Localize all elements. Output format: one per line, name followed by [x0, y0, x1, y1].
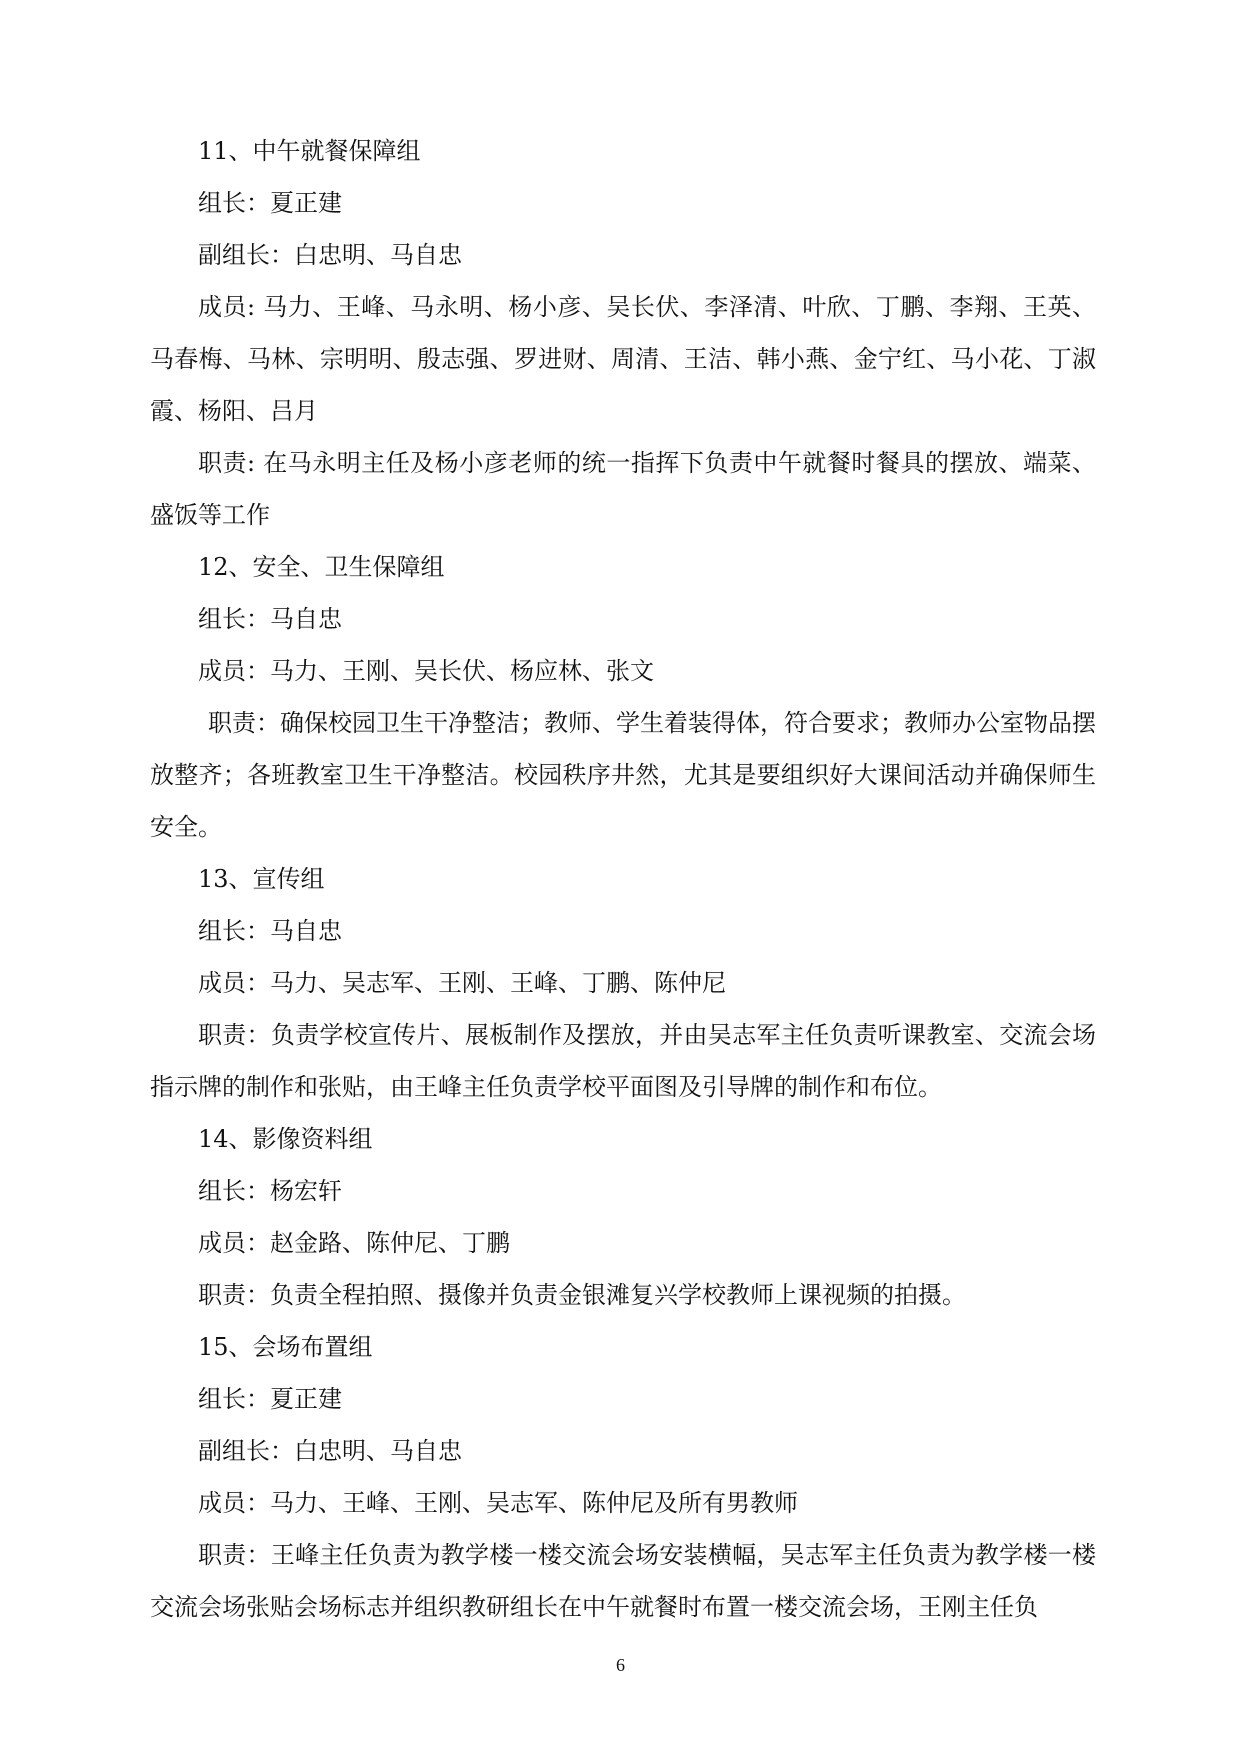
section-heading-14: 14、影像资料组 [198, 1125, 373, 1153]
group-leader: 组长：夏正建 [198, 189, 342, 217]
duties: 职责：负责全程拍照、摄像并负责金银滩复兴学校教师上课视频的拍摄。 [198, 1281, 966, 1309]
page-number: 6 [616, 1655, 625, 1675]
duties: 职责：王峰主任负责为教学楼一楼交流会场安装横幅，吴志军主任负责为教学楼一楼交流会场张贴会场标志并组织教研组长在中午就餐时布置一楼交流会场，王刚主任负 [150, 1541, 1096, 1621]
members: 成员：赵金路、陈仲尼、丁鹏 [198, 1229, 510, 1257]
duties: 职责：负责学校宣传片、展板制作及摆放，并由吴志军主任负责听课教室、交流会场指示牌的制作和张贴，由王峰主任负责学校平面图及引导牌的制作和布位。 [150, 1021, 1096, 1101]
group-leader: 组长：马自忠 [198, 917, 342, 945]
members: 成员：马力、王峰、王刚、吴志军、陈仲尼及所有男教师 [198, 1489, 798, 1517]
members: 成员：马力、王刚、吴长伏、杨应林、张文 [198, 657, 654, 685]
deputy-leader: 副组长：白忠明、马自忠 [198, 1437, 462, 1465]
deputy-leader: 副组长：白忠明、马自忠 [198, 241, 462, 269]
section-heading-11: 11、中午就餐保障组 [198, 137, 421, 165]
group-leader: 组长：杨宏轩 [198, 1177, 342, 1205]
members: 成员: 马力、王峰、马永明、杨小彦、吴长伏、李泽清、叶欣、丁鹏、李翔、王英、马春梅、马林、宗明明、殷志强、罗进财、周清、王洁、韩小燕、金宁红、马小花、丁淑霞、杨阳、吕月 [150, 293, 1096, 425]
section-heading-12: 12、安全、卫生保障组 [198, 553, 445, 581]
section-heading-15: 15、会场布置组 [198, 1333, 373, 1361]
group-leader: 组长：夏正建 [198, 1385, 342, 1413]
duties: 职责：确保校园卫生干净整洁；教师、学生着装得体，符合要求；教师办公室物品摆放整齐；各班教室卫生干净整洁。校园秩序井然，尤其是要组织好大课间活动并确保师生安全。 [150, 709, 1096, 841]
members: 成员：马力、吴志军、王刚、王峰、丁鹏、陈仲尼 [198, 969, 726, 997]
document-body [150, 125, 1096, 1633]
section-heading-13: 13、宣传组 [198, 865, 325, 893]
duties: 职责: 在马永明主任及杨小彦老师的统一指挥下负责中午就餐时餐具的摆放、端菜、盛饭等工作 [150, 449, 1096, 529]
group-leader: 组长：马自忠 [198, 605, 342, 633]
